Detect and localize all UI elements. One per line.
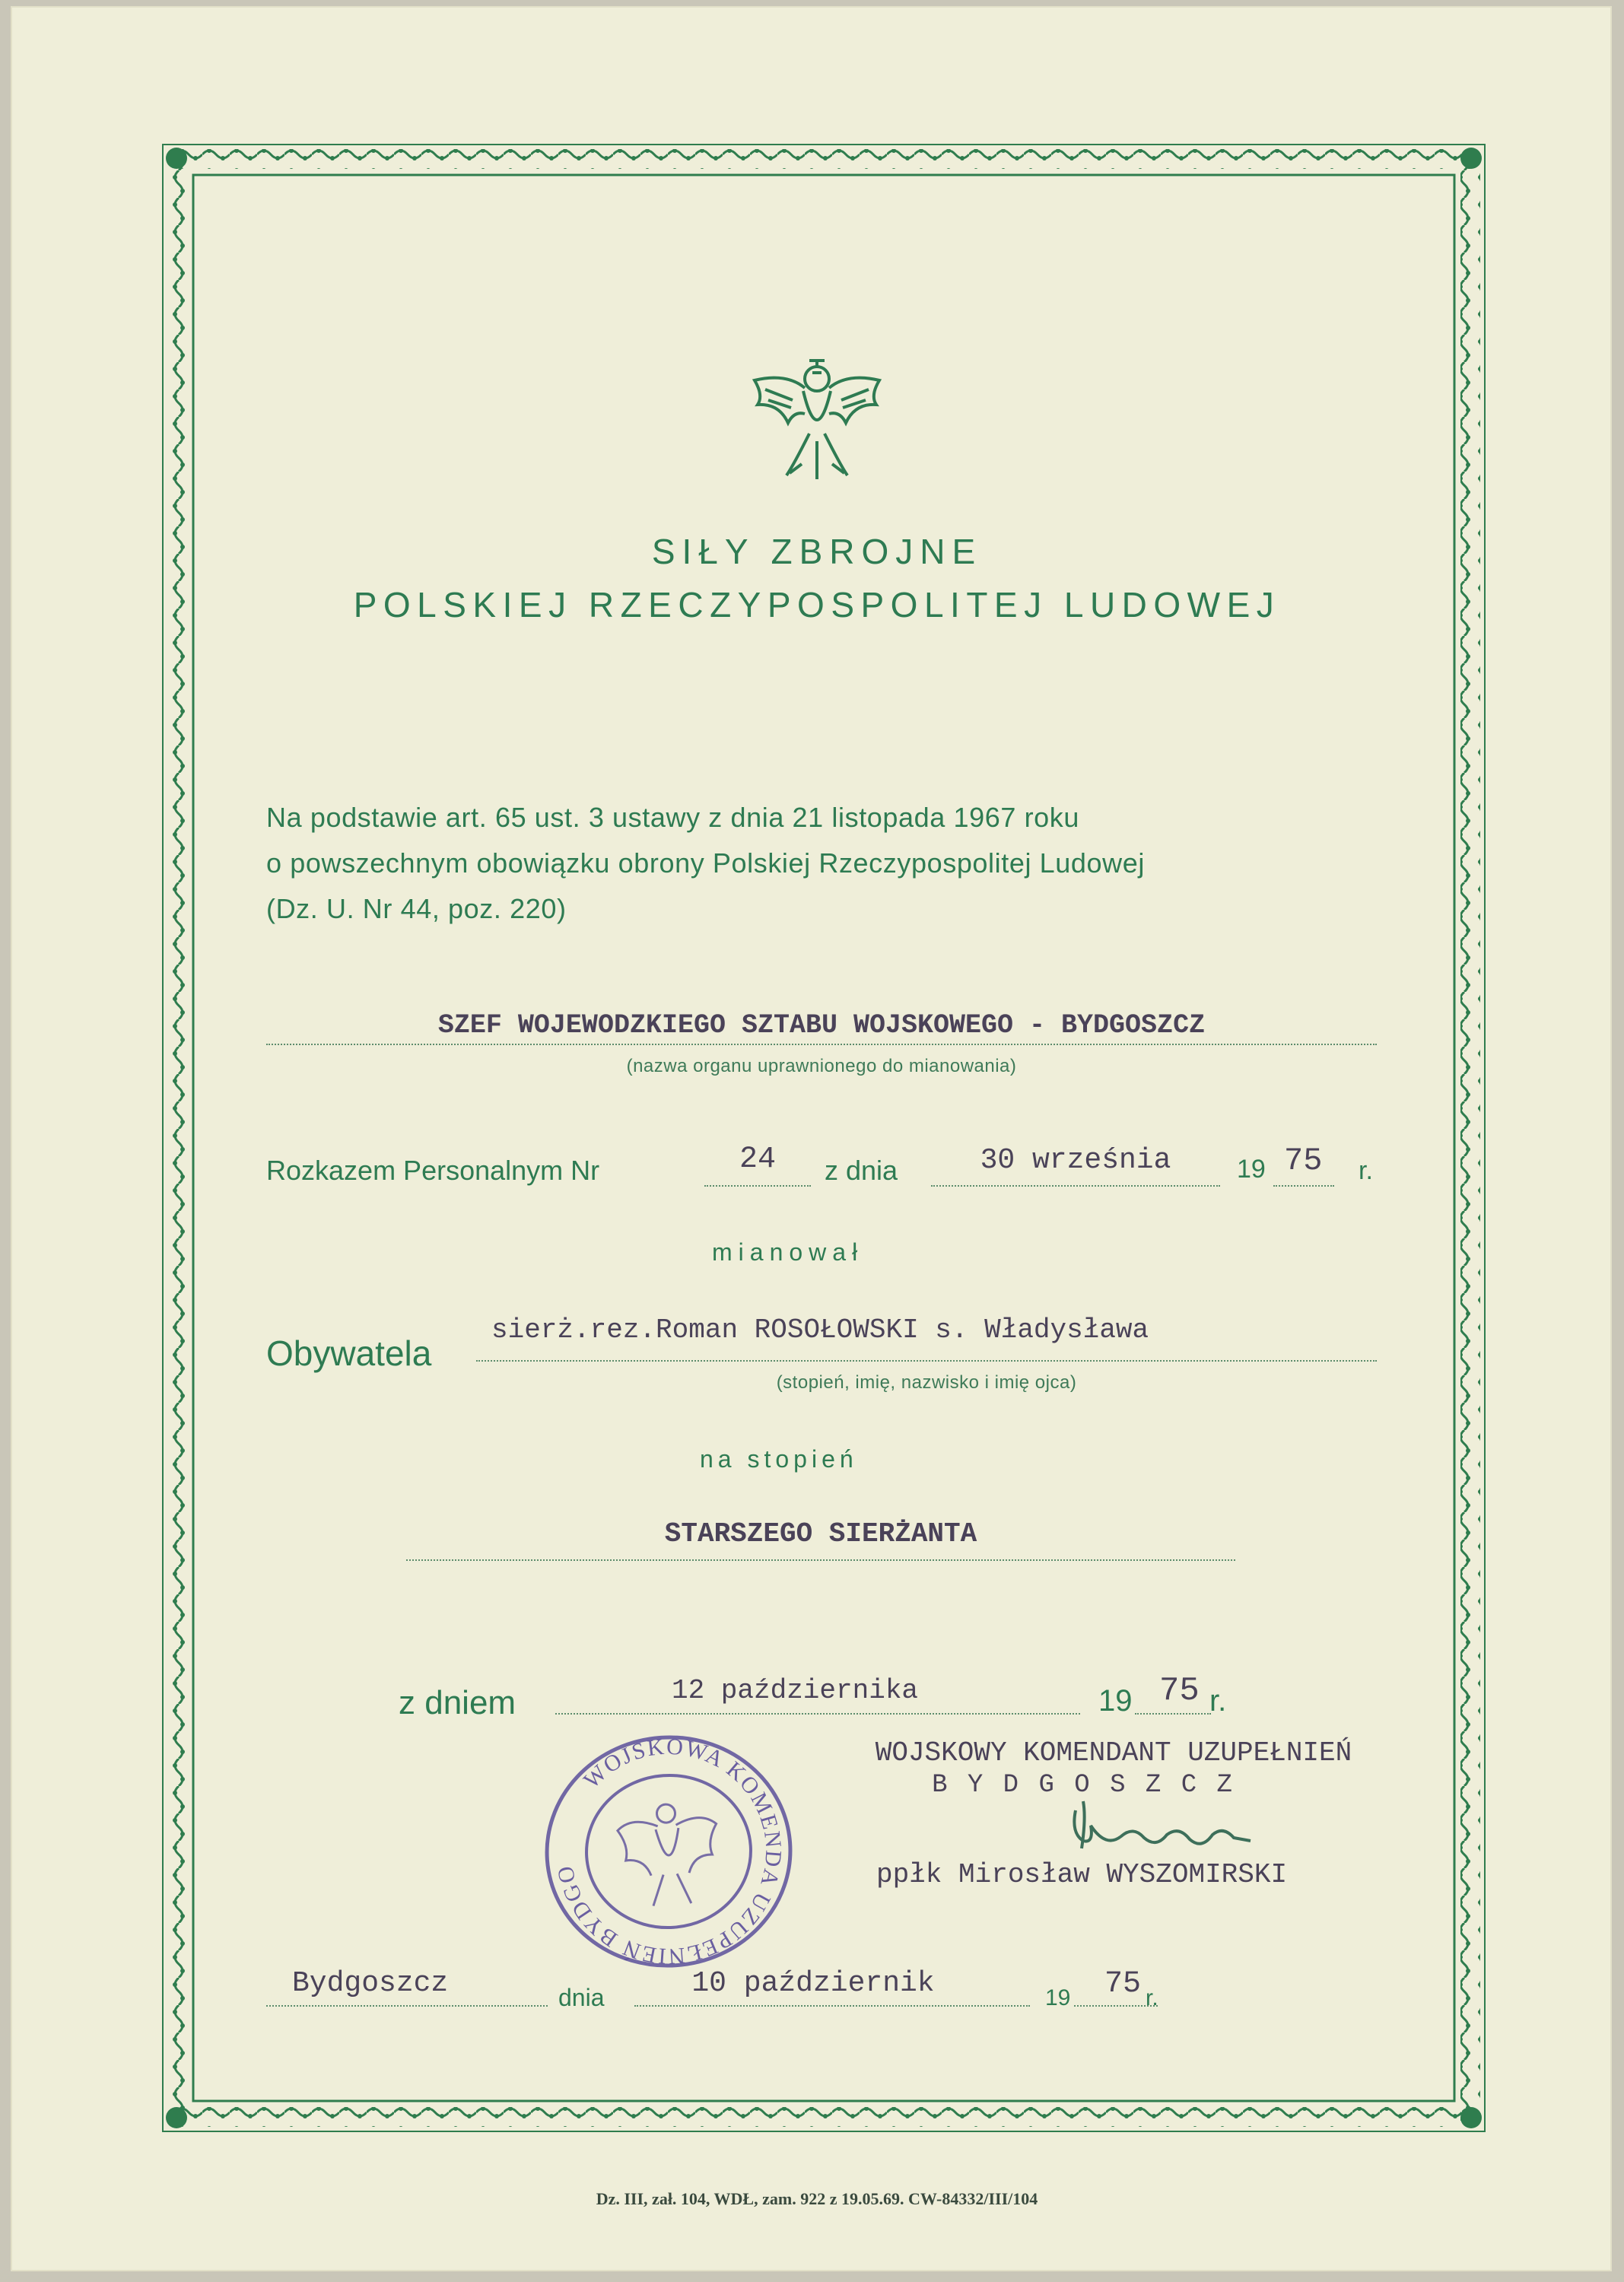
effective-year-line <box>1135 1713 1211 1715</box>
effective-label: z dniem <box>399 1684 516 1721</box>
place-year-prefix: 19 <box>1045 1985 1071 2010</box>
legal-basis-line-1: Na podstawie art. 65 ust. 3 ustawy z dnia 21 listopada 1967 roku <box>266 802 1080 833</box>
certificate-page <box>11 6 1612 2271</box>
order-number: 24 <box>739 1143 776 1177</box>
effective-date-value: 12 października <box>671 1675 919 1706</box>
appointed-label: mianował <box>712 1238 864 1266</box>
citizen-value: sierż.rez.Roman ROSOŁOWSKI s. Władysława <box>491 1314 1149 1346</box>
svg-text:WOJSKOWA KOMENDA UZUPEŁNIEŃ BY: WOJSKOWA KOMENDA UZUPEŁNIEŃ BYDGOSZCZ <box>527 1721 787 1969</box>
official-stamp <box>527 1721 809 1982</box>
place-dotted-line <box>266 2005 548 2007</box>
place-year-unit: r. <box>1146 1985 1158 2010</box>
legal-basis-line-2: o powszechnym obowiązku obrony Polskiej Rzeczypospolitej Ludowej <box>266 847 1145 879</box>
stamp-icon <box>527 1721 809 1982</box>
rank-label: na stopień <box>700 1445 858 1473</box>
authority-dotted-line <box>266 1044 1377 1045</box>
signatory-line-2: B Y D G O S Z C Z <box>932 1771 1235 1800</box>
order-year-suffix: 75 <box>1284 1143 1323 1179</box>
order-prefix: Rozkazem Personalnym Nr <box>266 1155 600 1186</box>
order-date-line <box>931 1185 1220 1187</box>
rank-dotted-line <box>406 1559 1235 1561</box>
rank-value: STARSZEGO SIERŻANTA <box>664 1518 977 1549</box>
citizen-caption: (stopień, imię, nazwisko i imię ojca) <box>776 1372 1077 1393</box>
place-date-value: 10 październik <box>691 1967 935 2000</box>
effective-year-unit: r. <box>1209 1684 1227 1718</box>
handwritten-signature-icon <box>1060 1795 1258 1864</box>
vine-border-icon <box>11 6 1612 2271</box>
heading-line-1: SIŁY ZBROJNE <box>651 532 983 571</box>
order-date-label: z dnia <box>825 1155 898 1186</box>
order-year-unit: r. <box>1359 1156 1373 1185</box>
order-year-prefix: 19 <box>1237 1155 1266 1184</box>
signatory-name: ppłk Mirosław WYSZOMIRSKI <box>876 1859 1288 1890</box>
citizen-label: Obywatela <box>266 1333 432 1373</box>
authority-value: SZEF WOJEWODZKIEGO SZTABU WOJSKOWEGO - BYDGOSZCZ <box>437 1010 1206 1041</box>
effective-year-prefix: 19 <box>1098 1684 1133 1718</box>
order-date-value: 30 września <box>980 1144 1171 1177</box>
legal-basis-line-3: (Dz. U. Nr 44, poz. 220) <box>266 893 567 924</box>
signatory-line-1: WOJSKOWY KOMENDANT UZUPEŁNIEŃ <box>875 1737 1352 1769</box>
citizen-dotted-line <box>476 1360 1377 1362</box>
place-date-line <box>634 2005 1030 2007</box>
place-value: Bydgoszcz <box>292 1967 449 2000</box>
order-year-line <box>1273 1185 1334 1187</box>
heading-line-2: POLSKIEJ RZECZYPOSPOLITEJ LUDOWEJ <box>353 585 1281 625</box>
footer-reference: Dz. III, zał. 104, WDŁ, zam. 922 z 19.05.69. CW-84332/III/104 <box>596 2189 1038 2208</box>
effective-year-suffix: 75 <box>1159 1672 1200 1710</box>
place-year-suffix: 75 <box>1104 1967 1142 2001</box>
effective-date-line <box>555 1713 1080 1715</box>
authority-caption: (nazwa organu uprawnionego do mianowania) <box>626 1056 1017 1076</box>
order-number-line <box>704 1185 811 1187</box>
place-date-label: dnia <box>558 1984 605 2011</box>
